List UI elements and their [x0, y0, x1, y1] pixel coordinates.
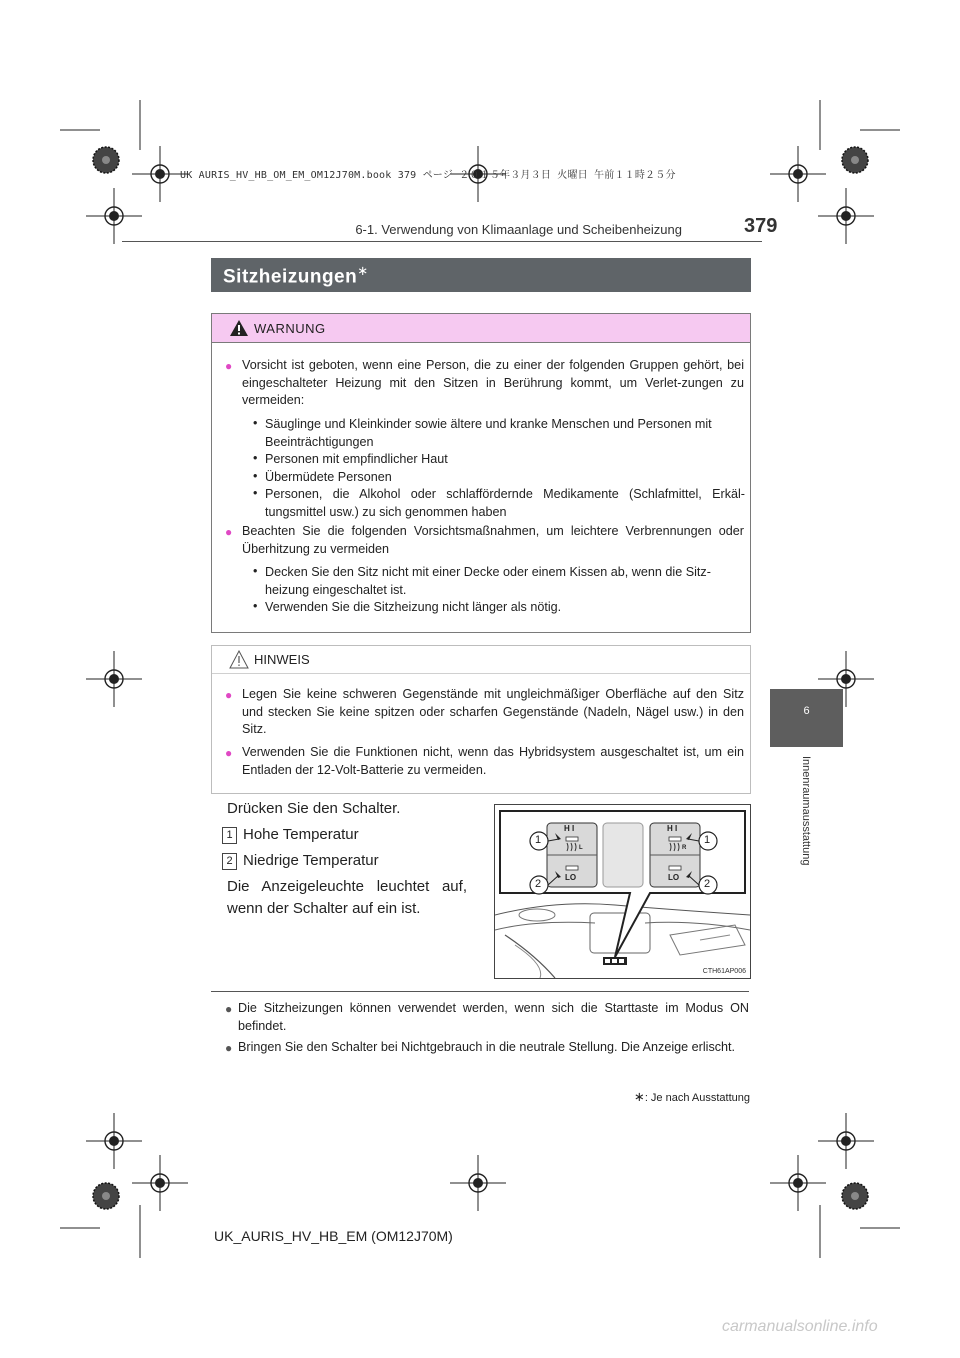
note-2: Bringen Sie den Schalter bei Nichtgebrauch in die neutrale Stellung. Die Anzeige erlischt. [238, 1040, 736, 1054]
footnote-text: : Je nach Ausstattung [644, 1092, 750, 1104]
callout-number-1: 1 [222, 827, 237, 844]
callout-1-left: 1 [535, 834, 542, 846]
note-1: Die Sitzheizungen können verwendet werden, wenn sich die Starttaste im Modus ON befindet. [238, 1001, 749, 1033]
high-temperature-label: Hohe Temperatur [243, 826, 359, 843]
footer-model: UK_AURIS_HV_HB_EM (OM12J70M) [214, 1228, 453, 1244]
chapter-tab[interactable] [770, 689, 843, 747]
callout-1-right: 1 [704, 834, 711, 846]
low-temperature-label: Niedrige Temperatur [243, 852, 379, 869]
notice-bullet-icon: ● [225, 688, 233, 702]
lo-label-right: LO [668, 873, 680, 882]
footnote-asterisk: ∗ [633, 1089, 645, 1104]
warning-item-1-3: Übermüdete Personen [265, 470, 392, 484]
notice-paragraph-1: Legen Sie keine schweren Gegenstände mit ungleichmäßiger Oberfläche auf den Sitz und stecken Sie keine spitzen oder scharfen Gegenstände (Nadeln, Nägel usw.) in den Sitz. [242, 687, 744, 736]
list-dot: • [253, 599, 258, 613]
list-dot: • [253, 486, 258, 500]
callout-2-right: 2 [704, 878, 711, 890]
notice-bullet-icon: ● [225, 746, 233, 760]
warning-header [212, 314, 750, 343]
chapter-tab-label: Innenraumausstattung [800, 756, 812, 866]
book-info-line: UK AURIS_HV_HB_OM_EM_OM12J70M.book 379 ページ ２０１５年３月３日 火曜日 午前１１時２５分 [180, 170, 676, 181]
callout-2-left: 2 [535, 878, 542, 890]
indicator-text-line-2: wenn der Schalter auf ein ist. [227, 900, 421, 917]
warning-bullet-icon: ● [225, 359, 233, 373]
page-title-text: Sitzheizungen [223, 266, 358, 288]
notice-header [212, 646, 750, 674]
chapter-number: 6 [803, 705, 810, 717]
instruction-intro: Drücken Sie den Schalter. [227, 800, 401, 817]
section-title: 6-1. Verwendung von Klimaanlage und Scheibenheizung [355, 222, 682, 237]
warning-paragraph-1: Vorsicht ist geboten, wenn eine Person, die zu einer der folgenden Gruppen gehört, bei eingeschalteter Heizung mit den Sitzen in Berührung kommt, um Verlet-zungen zu vermeiden: [242, 358, 744, 407]
figure-code: CTH61AP006 [702, 968, 746, 975]
callout-number-2: 2 [222, 853, 237, 870]
warning-item-2-1: Decken Sie den Sitz nicht mit einer Decke oder einem Kissen ab, wenn die Sitz-heizung eingeschaltet ist. [265, 565, 711, 597]
page-number: 379 [744, 215, 778, 237]
note-bullet-icon: ● [225, 1041, 233, 1055]
seat-right-label: R [682, 845, 687, 851]
footnote [634, 1089, 750, 1105]
title-asterisk: ∗ [357, 263, 369, 278]
section-separator [211, 991, 749, 992]
notice-box [211, 645, 751, 794]
warning-paragraph-2: Beachten Sie die folgenden Vorsichtsmaßnahmen, um leichtere Verbrennungen oder Überhitzung zu vermeiden [242, 524, 744, 556]
seat-heater-figure [494, 804, 751, 979]
warning-item-1-1: Säuglinge und Kleinkinder sowie ältere und kranke Menschen und Personen mit Beeinträchtigungen [265, 417, 712, 449]
warning-box [211, 313, 751, 633]
caution-triangle-icon [229, 650, 249, 669]
notice-paragraph-2: Verwenden Sie die Funktionen nicht, wenn das Hybridsystem ausgeschaltet ist, um ein Entladen der 12-Volt-Batterie zu vermeiden. [242, 745, 744, 777]
list-dot: • [253, 451, 258, 465]
warning-bullet-icon: ● [225, 525, 233, 539]
hi-label-left: H I [564, 824, 575, 833]
warning-label: WARNUNG [254, 321, 326, 336]
list-dot: • [253, 564, 258, 578]
header-rule [122, 241, 762, 242]
seat-left-label: L [579, 845, 583, 851]
indicator-text-line-1: Die Anzeigeleuchte leuchtet auf, [227, 878, 467, 895]
dashboard-illustration [495, 805, 750, 978]
warning-item-1-4: Personen, die Alkohol oder schlaffördernde Medikamente (Schlafmittel, Erkäl-tungsmittel usw.) zu sich genommen haben [265, 487, 745, 519]
page-title-bar [211, 258, 751, 292]
list-dot: • [253, 416, 258, 430]
notice-label: HINWEIS [254, 652, 310, 667]
warning-triangle-icon [229, 319, 249, 337]
watermark: carmanualsonline.info [722, 1318, 878, 1335]
note-bullet-icon: ● [225, 1002, 233, 1016]
warning-item-2-2: Verwenden Sie die Sitzheizung nicht länger als nötig. [265, 600, 562, 614]
hi-label-right: H I [667, 824, 678, 833]
lo-label-left: LO [565, 873, 577, 882]
list-dot: • [253, 469, 258, 483]
warning-item-1-2: Personen mit empfindlicher Haut [265, 452, 448, 466]
page-title [223, 263, 369, 288]
